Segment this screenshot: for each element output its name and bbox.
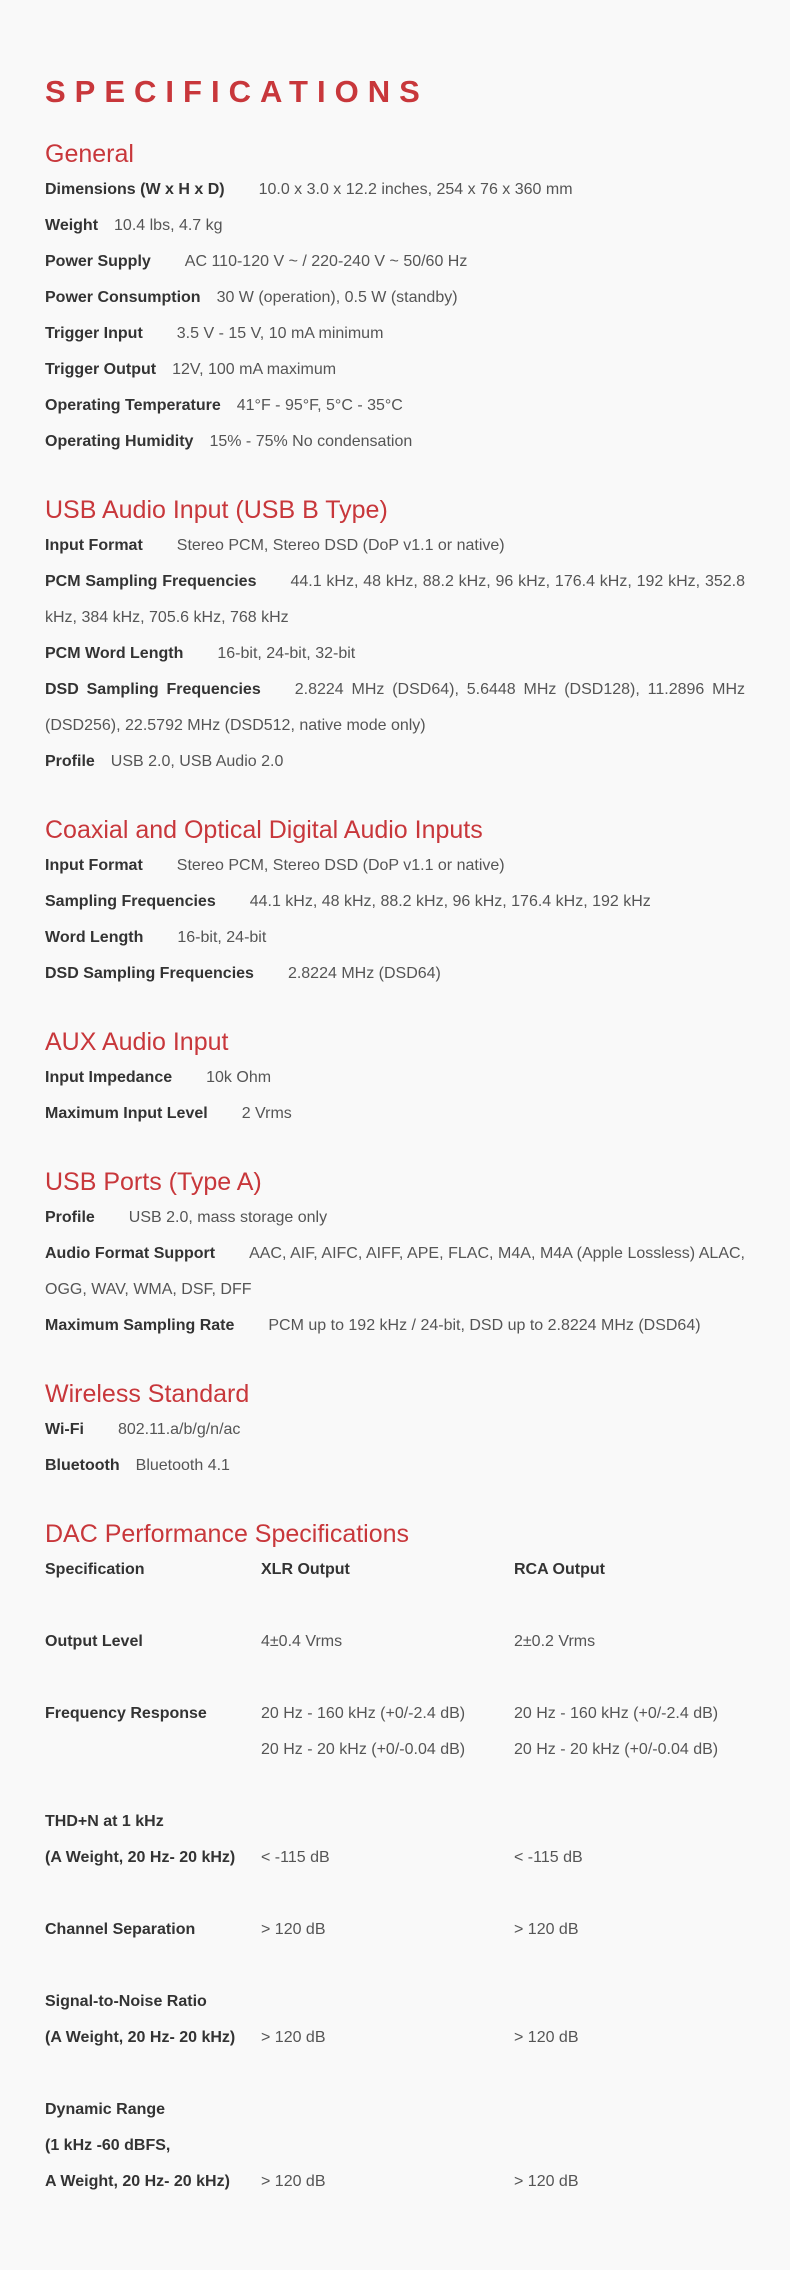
table-row-frequency-response-2 [45,1732,745,1768]
spec-value: 802.11.a/b/g/n/ac [117,1421,241,1438]
row-label: Channel Separation [45,1921,196,1938]
spec-label: Bluetooth [45,1457,120,1474]
spec-value: AC 110-120 V ~ / 220-240 V ~ 50/60 Hz [184,253,468,270]
spec-label: Sampling Frequencies [45,893,216,910]
row-label: Frequency Response [45,1705,207,1722]
spec-value: 3.5 V - 15 V, 10 mA minimum [176,325,384,342]
table-row-frequency-response [45,1696,745,1732]
section-wireless-standard [45,1376,745,1484]
spec-label: Power Supply [45,253,151,270]
row-label: (A Weight, 20 Hz- 20 kHz) [45,2029,236,2046]
column-header-specification: Specification [45,1561,145,1578]
column-header-xlr-output: XLR Output [261,1561,350,1578]
spec-label: Dimensions (W x H x D) [45,181,225,198]
table-header-row [45,1552,745,1588]
spec-operating-temperature [45,388,745,424]
spec-value: 10.0 x 3.0 x 12.2 inches, 254 x 76 x 360 mm [258,181,573,198]
spec-value: 44.1 kHz, 48 kHz, 88.2 kHz, 96 kHz, 176.4 kHz, 192 kHz [249,893,651,910]
spec-input-format [45,848,745,884]
spec-maximum-sampling-rate [45,1308,745,1344]
spec-label: Word Length [45,929,144,946]
table-row-thd-2 [45,1840,745,1876]
spec-value: PCM up to 192 kHz / 24-bit, DSD up to 2.8224 MHz (DSD64) [268,1317,701,1334]
row-label: A Weight, 20 Hz- 20 kHz) [45,2173,230,2190]
table-row-dynamic-range-3 [45,2164,745,2200]
rca-value: 20 Hz - 160 kHz (+0/-2.4 dB) [514,1705,719,1722]
section-title-dac-performance: DAC Performance Specifications [45,1520,410,1548]
page-title: SPECIFICATIONS [45,74,429,109]
section-usb-audio-input [45,492,745,780]
xlr-value: < -115 dB [261,1849,330,1866]
spec-label: Input Format [45,857,143,874]
xlr-value: > 120 dB [261,2029,326,2046]
spec-value: 2 Vrms [241,1105,292,1122]
spec-value: 12V, 100 mA maximum [172,361,337,378]
xlr-value: > 120 dB [261,1921,326,1938]
section-general [45,136,745,460]
table-row-snr [45,1984,745,2020]
spec-dsd-sampling-frequencies [45,672,745,744]
spec-label: Wi-Fi [45,1421,84,1438]
column-header-rca-output: RCA Output [514,1561,605,1578]
row-label: (A Weight, 20 Hz- 20 kHz) [45,1849,236,1866]
section-title-general: General [45,140,134,168]
spec-value: 30 W (operation), 0.5 W (standby) [216,289,458,306]
table-row-dynamic-range [45,2092,745,2128]
spec-label: Profile [45,753,95,770]
spec-sampling-frequencies [45,884,745,920]
section-title-aux-audio-input: AUX Audio Input [45,1028,229,1056]
rca-value: > 120 dB [514,2173,579,2190]
spec-label: DSD Sampling Frequencies [45,681,261,698]
spec-word-length [45,920,745,956]
spec-input-impedance [45,1060,745,1096]
spec-pcm-word-length [45,636,745,672]
spec-profile [45,1200,745,1236]
spec-label: Maximum Input Level [45,1105,208,1122]
xlr-value: 20 Hz - 160 kHz (+0/-2.4 dB) [261,1705,466,1722]
spec-label: Operating Humidity [45,433,194,450]
section-title-usb-audio-input: USB Audio Input (USB B Type) [45,496,388,524]
spec-value: 15% - 75% No condensation [209,433,413,450]
spec-label: Profile [45,1209,95,1226]
spec-value: AAC, AIF, AIFC, AIFF, APE, FLAC, M4A, M4A (Apple Lossless) ALAC, OGG, WAV, WMA, DSF, DFF [45,1245,745,1298]
table-row-snr-2 [45,2020,745,2056]
row-label: (1 kHz -60 dBFS, [45,2137,171,2154]
spec-value: 41°F - 95°F, 5°C - 35°C [236,397,403,414]
spec-value: 16-bit, 24-bit [177,929,267,946]
spec-power-supply [45,244,745,280]
section-aux-audio-input [45,1024,745,1132]
spec-label: PCM Sampling Frequencies [45,573,257,590]
spec-wifi [45,1412,745,1448]
spec-power-consumption [45,280,745,316]
spec-value: 10k Ohm [206,1069,272,1086]
spec-operating-humidity [45,424,745,460]
spec-label: DSD Sampling Frequencies [45,965,254,982]
spec-weight [45,208,745,244]
spec-profile [45,744,745,780]
xlr-value: > 120 dB [261,2173,326,2190]
spec-dsd-sampling-frequencies [45,956,745,992]
row-label: Signal-to-Noise Ratio [45,1993,207,2010]
spec-label: Weight [45,217,99,234]
spec-label: PCM Word Length [45,645,184,662]
spec-value: 10.4 lbs, 4.7 kg [114,217,223,234]
table-row-thd [45,1804,745,1840]
rca-value: 2±0.2 Vrms [514,1633,596,1650]
spec-label: Audio Format Support [45,1245,216,1262]
table-row-channel-separation [45,1912,745,1948]
spec-label: Trigger Output [45,361,157,378]
section-title-coaxial-optical: Coaxial and Optical Digital Audio Inputs [45,816,483,844]
rca-value: 20 Hz - 20 kHz (+0/-0.04 dB) [514,1741,719,1758]
spec-label: Trigger Input [45,325,143,342]
spec-value: USB 2.0, USB Audio 2.0 [110,753,284,770]
spec-value: 2.8224 MHz (DSD64), 5.6448 MHz (DSD128), 11.2896 MHz (DSD256), 22.5792 MHz (DSD512, native mode only) [45,681,745,734]
spec-value: Stereo PCM, Stereo DSD (DoP v1.1 or native) [176,857,505,874]
spec-label: Input Impedance [45,1069,173,1086]
spec-trigger-output [45,352,745,388]
spec-label: Input Format [45,537,143,554]
rca-value: > 120 dB [514,1921,579,1938]
section-title-wireless-standard: Wireless Standard [45,1380,250,1408]
xlr-value: 4±0.4 Vrms [261,1633,343,1650]
section-coaxial-optical [45,812,745,992]
xlr-value: 20 Hz - 20 kHz (+0/-0.04 dB) [261,1741,466,1758]
spec-value: 16-bit, 24-bit, 32-bit [217,645,356,662]
rca-value: < -115 dB [514,1849,583,1866]
spec-label: Power Consumption [45,289,201,306]
spec-maximum-input-level [45,1096,745,1132]
spec-bluetooth [45,1448,745,1484]
spec-label: Maximum Sampling Rate [45,1317,235,1334]
table-row-output-level [45,1624,745,1660]
row-label: THD+N at 1 kHz [45,1813,164,1830]
dac-performance-table [45,1552,745,2200]
spec-input-format [45,528,745,564]
spec-value: 44.1 kHz, 48 kHz, 88.2 kHz, 96 kHz, 176.4 kHz, 192 kHz, 352.8 kHz, 384 kHz, 705.6 kHz, 768 kHz [45,573,745,626]
table-row-dynamic-range-2 [45,2128,745,2164]
spec-value: Bluetooth 4.1 [135,1457,230,1474]
spec-label: Operating Temperature [45,397,221,414]
section-usb-ports [45,1164,745,1344]
row-label: Dynamic Range [45,2101,166,2118]
spec-trigger-input [45,316,745,352]
section-title-usb-ports: USB Ports (Type A) [45,1168,262,1196]
spec-value: Stereo PCM, Stereo DSD (DoP v1.1 or native) [176,537,505,554]
row-label: Output Level [45,1633,143,1650]
section-dac-performance [45,1516,745,2200]
spec-value: USB 2.0, mass storage only [128,1209,328,1226]
rca-value: > 120 dB [514,2029,579,2046]
spec-dimensions [45,172,745,208]
spec-value: 2.8224 MHz (DSD64) [287,965,441,982]
spec-audio-format-support [45,1236,745,1308]
spec-pcm-sampling-frequencies [45,564,745,636]
